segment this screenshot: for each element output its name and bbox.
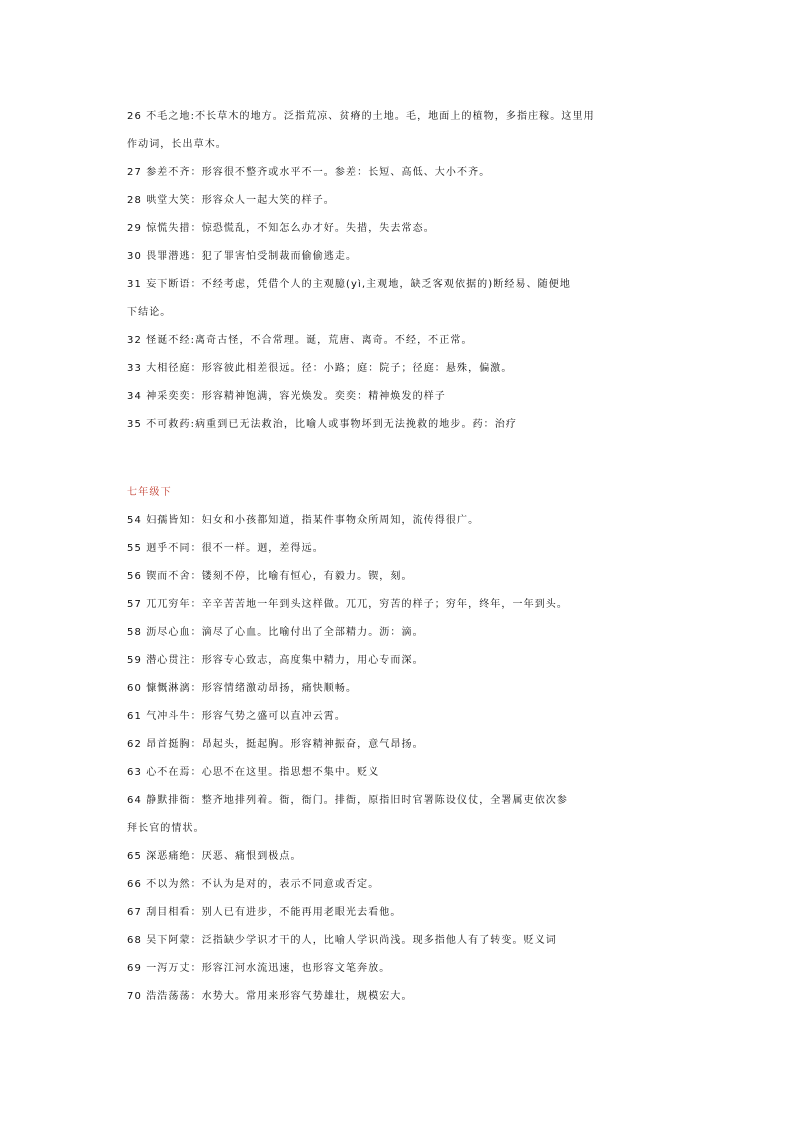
idiom-line: 67 刮目相看：别人已有进步，不能再用老眼光去看他。 (127, 907, 402, 918)
idiom-line: 60 慷慨淋漓：形容情绪激动昂扬，痛快顺畅。 (127, 683, 358, 694)
idiom-line: 26 不毛之地:不长草木的地方。泛指荒凉、贫瘠的土地。毛，地面上的植物，多指庄稼。这里用 (127, 111, 595, 122)
idiom-line: 30 畏罪潜逃：犯了罪害怕受制裁而偷偷逃走。 (127, 251, 358, 262)
idiom-line: 65 深恶痛绝：厌恶、痛恨到极点。 (127, 851, 302, 862)
idiom-line: 32 怪诞不经:离奇古怪，不合常理。诞，荒唐、离奇。不经，不正常。 (127, 335, 473, 346)
document-page (127, 103, 687, 1011)
section-grade7-upper-idioms (127, 103, 687, 439)
idiom-line: 28 哄堂大笑：形容众人一起大笑的样子。 (127, 195, 335, 206)
idiom-line: 66 不以为然：不认为是对的，表示不同意或否定。 (127, 879, 380, 890)
idiom-line: 54 妇孺皆知：妇女和小孩都知道，指某件事物众所周知，流传得很广。 (127, 515, 480, 526)
idiom-line: 70 浩浩荡荡：水势大。常用来形容气势雄壮，规模宏大。 (127, 991, 413, 1002)
idiom-line: 69 一泻万丈：形容江河水流迅速，也形容文笔奔放。 (127, 963, 391, 974)
idiom-line: 拜长官的情状。 (127, 823, 205, 834)
idiom-line: 下结论。 (127, 307, 172, 318)
idiom-line: 56 锲而不舍：镂刻不停，比喻有恒心，有毅力。锲，刻。 (127, 571, 413, 582)
idiom-line: 35 不可救药:病重到已无法救治，比喻人或事物坏到无法挽救的地步。药：治疗 (127, 419, 517, 430)
idiom-line: 31 妄下断语：不经考虑，凭借个人的主观臆(yì,主观地，缺乏客观依据的)断经易、随便地 (127, 279, 571, 290)
idiom-line: 63 心不在焉：心思不在这里。指思想不集中。贬义 (127, 767, 380, 778)
idiom-line: 68 吴下阿蒙：泛指缺少学识才干的人，比喻人学识尚浅。现多指他人有了转变。贬义词 (127, 935, 557, 946)
idiom-line: 57 兀兀穷年：辛辛苦苦地一年到头这样做。兀兀，穷苦的样子；穷年，终年，一年到头。 (127, 599, 569, 610)
idiom-line: 29 惊慌失措：惊恐慌乱，不知怎么办才好。失措，失去常态。 (127, 223, 435, 234)
idiom-line: 55 迥乎不同：很不一样。迥，差得远。 (127, 543, 324, 554)
idiom-line: 作动词，长出草木。 (127, 139, 227, 150)
section-heading: 七年级下 (127, 487, 172, 498)
idiom-line: 58 沥尽心血：滴尽了心血。比喻付出了全部精力。沥：滴。 (127, 627, 424, 638)
idiom-line: 62 昂首挺胸：昂起头，挺起胸。形容精神振奋，意气昂扬。 (127, 739, 424, 750)
idiom-line: 33 大相径庭：形容彼此相差很远。径：小路；庭：院子；径庭：悬殊，偏激。 (127, 363, 513, 374)
idiom-line: 34 神采奕奕：形容精神饱满，容光焕发。奕奕：精神焕发的样子 (127, 391, 446, 402)
idiom-line: 59 潜心贯注：形容专心致志，高度集中精力，用心专而深。 (127, 655, 424, 666)
idiom-line: 27 参差不齐：形容很不整齐或水平不一。参差：长短、高低、大小不齐。 (127, 167, 491, 178)
idiom-line: 64 静默排衙：整齐地排列着。衙，衙门。排衙，原指旧时官署陈设仪仗，全署属吏依次参 (127, 795, 569, 806)
section-grade7-lower-idioms (127, 479, 687, 1011)
section-spacer (127, 439, 687, 479)
idiom-line: 61 气冲斗牛：形容气势之盛可以直冲云霄。 (127, 711, 347, 722)
